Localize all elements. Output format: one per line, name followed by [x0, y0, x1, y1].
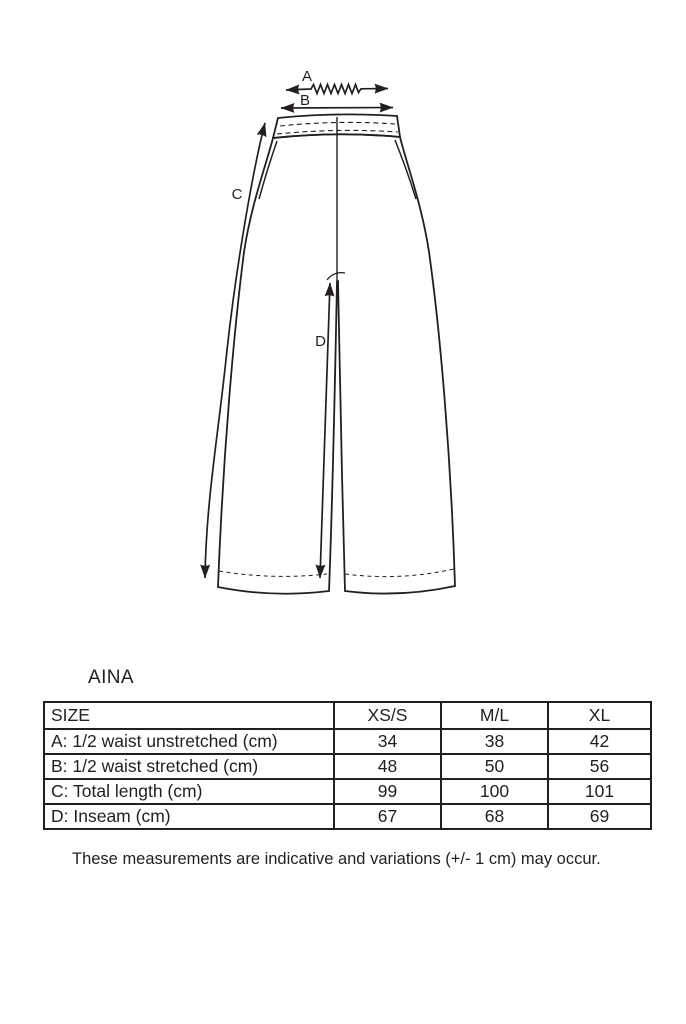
right-pocket-line — [395, 140, 416, 199]
pants-outline — [218, 114, 455, 593]
table-cell: 50 — [441, 754, 548, 779]
table-header-row — [44, 702, 651, 729]
table-cell: 100 — [441, 779, 548, 804]
left-hem-stitch-line — [219, 571, 327, 576]
column-header-size: SIZE — [44, 702, 334, 729]
table-cell: 101 — [548, 779, 651, 804]
table-cell: 48 — [334, 754, 441, 779]
measurement-label-d: D — [315, 333, 326, 350]
measurement-label-c: C — [231, 186, 243, 203]
row-label-inseam: D: Inseam (cm) — [44, 804, 334, 829]
column-header-xs-s: XS/S — [334, 702, 441, 729]
right-hem-stitch-line — [345, 569, 454, 577]
size-table — [43, 701, 652, 830]
table-cell: 68 — [441, 804, 548, 829]
arrow-d — [320, 283, 330, 578]
column-header-m-l: M/L — [441, 702, 548, 729]
table-row — [44, 804, 651, 829]
table-row — [44, 779, 651, 804]
table-row — [44, 729, 651, 754]
table-cell: 42 — [548, 729, 651, 754]
table-cell: 38 — [441, 729, 548, 754]
disclaimer-note: These measurements are indicative and variations (+/- 1 cm) may occur. — [72, 850, 601, 868]
table-cell: 34 — [334, 729, 441, 754]
arrow-b — [281, 108, 393, 109]
row-label-waist-unstretched: A: 1/2 waist unstretched (cm) — [44, 729, 334, 754]
column-header-xl: XL — [548, 702, 651, 729]
table-cell: 69 — [548, 804, 651, 829]
product-name: AINA — [88, 667, 134, 688]
measurement-arrows — [205, 68, 393, 578]
measurement-label-b: B — [299, 92, 311, 109]
row-label-total-length: C: Total length (cm) — [44, 779, 334, 804]
table-row — [44, 754, 651, 779]
table-cell: 67 — [334, 804, 441, 829]
row-label-waist-stretched: B: 1/2 waist stretched (cm) — [44, 754, 334, 779]
table-cell: 56 — [548, 754, 651, 779]
crotch-notch — [327, 273, 345, 280]
left-pocket-line — [259, 141, 277, 199]
measurement-label-a: A — [301, 68, 313, 85]
table-cell: 99 — [334, 779, 441, 804]
